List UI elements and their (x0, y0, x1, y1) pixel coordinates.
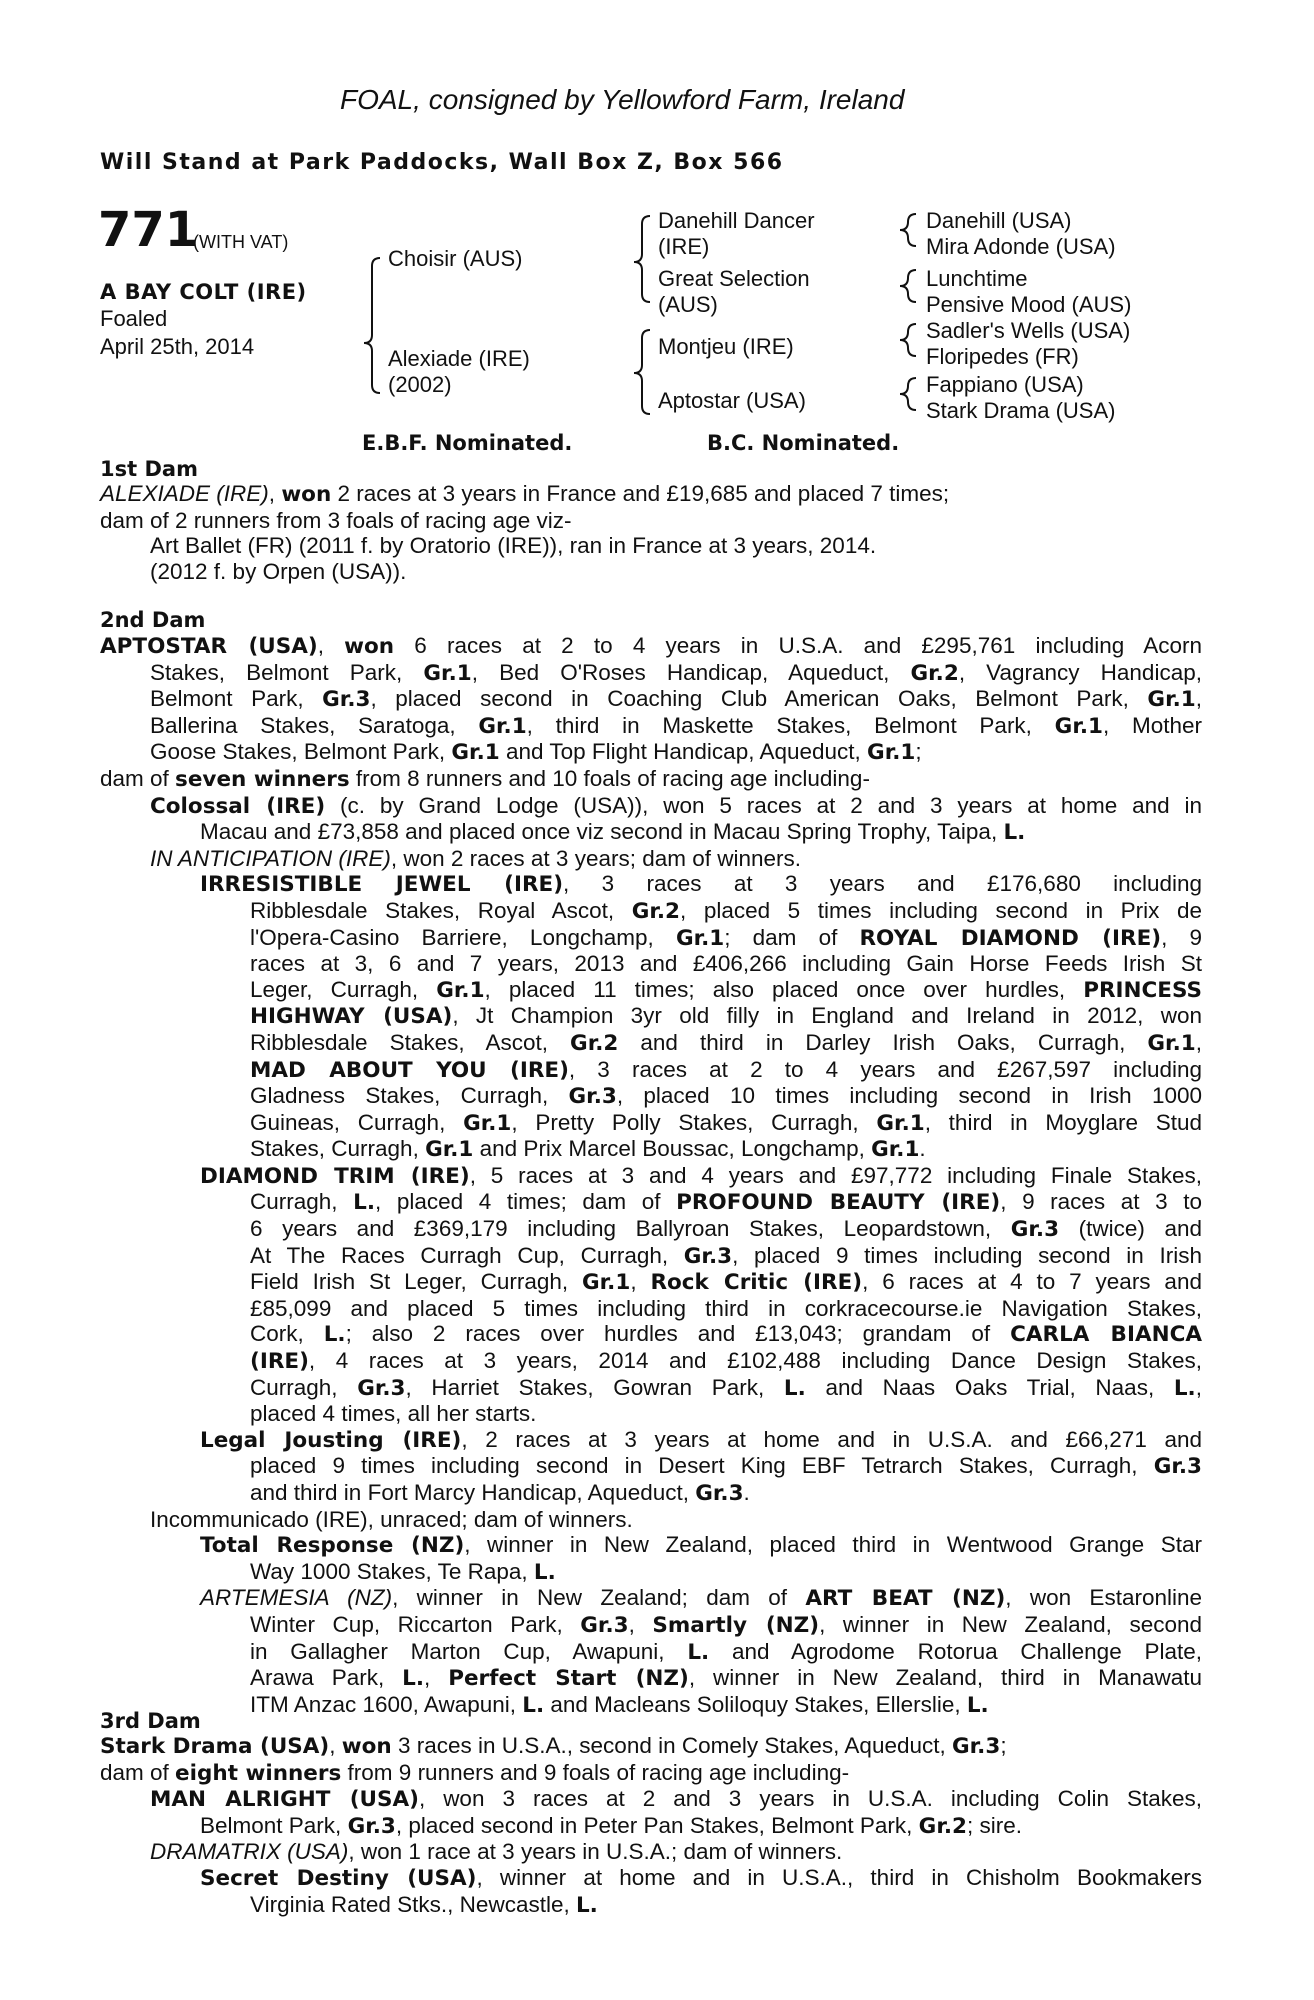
third-dam-heading: 3rd Dam (100, 1709, 201, 1733)
first-dam-heading: 1st Dam (100, 457, 198, 481)
sire-sire: Danehill Dancer (658, 208, 815, 233)
pedigree-brackets (0, 0, 1314, 460)
dam-year: (2002) (388, 372, 452, 397)
consignment-header: FOAL, consigned by Yellowford Farm, Ireland (340, 84, 905, 115)
dam-sire: Montjeu (IRE) (658, 334, 794, 359)
third-dam-text: Stark Drama (USA), won 3 races in U.S.A., second in Comely Stakes, Aqueduct, Gr.3; dam of eight winners from 9 runners and 9 foals of racing age including- MAN ALRIGHT (USA), won 3 races at 2 and 3 years in U.S.A. including Colin Stakes, Belmont Park, Gr.3, placed second in Peter Pan Stakes, Belmont Park, Gr.2; sire. DRAMATRIX (USA), won 1 race at 3 years in U.S.A.; dam of winners. Secret Destiny (USA), winner at home and in U.S.A., third in Chisholm Bookmakers Virginia Rated Stks., Newcastle, L. (100, 1733, 1202, 1918)
foaled-date: April 25th, 2014 (100, 334, 255, 359)
sire-dam: Great Selection (658, 266, 810, 291)
second-dam-text: APTOSTAR (USA), won 6 races at 2 to 4 years in U.S.A. and £295,761 including Acorn Stakes, Belmont Park, Gr.1, Bed O'Roses Handicap, Aqueduct, Gr.2, Vagrancy Handicap, Belmont Park, Gr.3, placed second in Coaching Club American Oaks, Belmont Park, Gr.1, Ballerina Stakes, Saratoga, Gr.1, third in Maskette Stakes, Belmont Park, Gr.1, Mother Goose Stakes, Belmont Park, Gr.1 and Top Flight Handicap, Aqueduct, Gr.1; dam of seven winners from 8 runners and 10 foals of racing age including- Colossal (IRE) (c. by Grand Lodge (USA)), won 5 races at 2 and 3 years at home and in Macau and £73,858 and placed once viz second in Macau Spring Trophy, Taipa, L. IN ANTICIPATION (IRE), won 2 races at 3 years; dam of winners. IRRESISTIBLE JEWEL (IRE), 3 races at 3 years and £176,680 including Ribblesdale Stakes, Royal Ascot, Gr.2, placed 5 times including second in Prix de l'Opera-Casino Barriere, Longchamp, Gr.1; dam of ROYAL DIAMOND (IRE), 9 races at 3, 6 and 7 years, 2013 and £406,266 including Gain Horse Feeds Irish St Leger, Curragh, Gr.1, placed 11 times; also placed once over hurdles, PRINCESS HIGHWAY (USA), Jt Champion 3yr old filly in England and Ireland in 2012, won Ribblesdale Stakes, Ascot, Gr.2 and third in Darley Irish Oaks, Curragh, Gr.1, MAD ABOUT YOU (IRE), 3 races at 2 to 4 years and £267,597 including Gladness Stakes, Curragh, Gr.3, placed 10 times including second in Irish 1000 Guineas, Curragh, Gr.1, Pretty Polly Stakes, Curragh, Gr.1, third in Moyglare Stud Stakes, Curragh, Gr.1 and Prix Marcel Boussac, Longchamp, Gr.1. DIAMOND TRIM (IRE), 5 races at 3 and 4 years and £97,772 including Finale Stakes, Curragh, L., placed 4 times; dam of PROFOUND BEAUTY (IRE), 9 races at 3 to 6 years and £369,179 including Ballyroan Stakes, Leopardstown, Gr.3 (twice) and At The Races Curragh Cup, Curragh, Gr.3, placed 9 times including second in Irish Field Irish St Leger, Curragh, Gr.1, Rock Critic (IRE), 6 races at 4 to 7 years and £85,099 and placed 5 times including third in corkracecourse.ie Navigation Stakes, Cork, L.; also 2 races over hurdles and £13,043; grandam of CARLA BIANCA (IRE), 4 races at 3 years, 2014 and £102,488 including Dance Design Stakes, Curragh, Gr.3, Harriet Stakes, Gowran Park, L. and Naas Oaks Trial, Naas, L., placed 4 times, all her starts. Legal Jousting (IRE), 2 races at 3 years at home and in U.S.A. and £66,271 and placed 9 times including second in Desert King EBF Tetrarch Stakes, Curragh, Gr.3 and third in Fort Marcy Handicap, Aqueduct, Gr.3. Incommunicado (IRE), unraced; dam of winners. Total Response (NZ), winner in New Zealand, placed third in Wentwood Grange Star Way 1000 Stakes, Te Rapa, L. ARTEMESIA (NZ), winner in New Zealand; dam of ART BEAT (NZ), won Estaronline Winter Cup, Riccarton Park, Gr.3, Smartly (NZ), winner in New Zealand, second in Gallagher Marton Cup, Awapuni, L. and Agrodome Rotorua Challenge Plate, Arawa Park, L., Perfect Start (NZ), winner in New Zealand, third in Manawatu ITM Anzac 1600, Awapuni, L. and Macleans Soliloquy Stakes, Ellerslie, L. (100, 633, 1203, 1718)
grandsire-5: Sadler's Wells (USA) (926, 318, 1131, 343)
lot-number: 771 (98, 202, 199, 258)
lot-title: A BAY COLT (IRE) (100, 280, 307, 304)
second-dam-heading: 2nd Dam (100, 608, 206, 632)
dam: Alexiade (IRE) (388, 346, 530, 371)
foaled-label: Foaled (100, 306, 168, 331)
grandsire-2: Mira Adonde (USA) (926, 234, 1116, 259)
grandsire-7: Fappiano (USA) (926, 372, 1084, 397)
grandsire-4: Pensive Mood (AUS) (926, 292, 1132, 317)
grandsire-1: Danehill (USA) (926, 208, 1072, 233)
sire-dam-country: (AUS) (658, 292, 718, 317)
ebf-nomination: E.B.F. Nominated. (362, 431, 573, 455)
sire-sire-country: (IRE) (658, 234, 710, 259)
first-dam-text: ALEXIADE (IRE), won 2 races at 3 years in France and £19,685 and placed 7 times; dam of 2 runners from 3 foals of racing age viz- Art Ballet (FR) (2011 f. by Oratorio (IRE)), ran in France at 3 years, 2014. (2012 f. by Orpen (USA)). (100, 481, 950, 584)
stand-location: Will Stand at Park Paddocks, Wall Box Z, Box 566 (100, 150, 784, 175)
vat-note: (WITH VAT) (193, 232, 289, 252)
dam-dam: Aptostar (USA) (658, 388, 806, 413)
grandsire-8: Stark Drama (USA) (926, 398, 1116, 423)
grandsire-3: Lunchtime (926, 266, 1028, 291)
bc-nomination: B.C. Nominated. (707, 431, 900, 455)
sire: Choisir (AUS) (388, 246, 523, 271)
grandsire-6: Floripedes (FR) (926, 344, 1079, 369)
